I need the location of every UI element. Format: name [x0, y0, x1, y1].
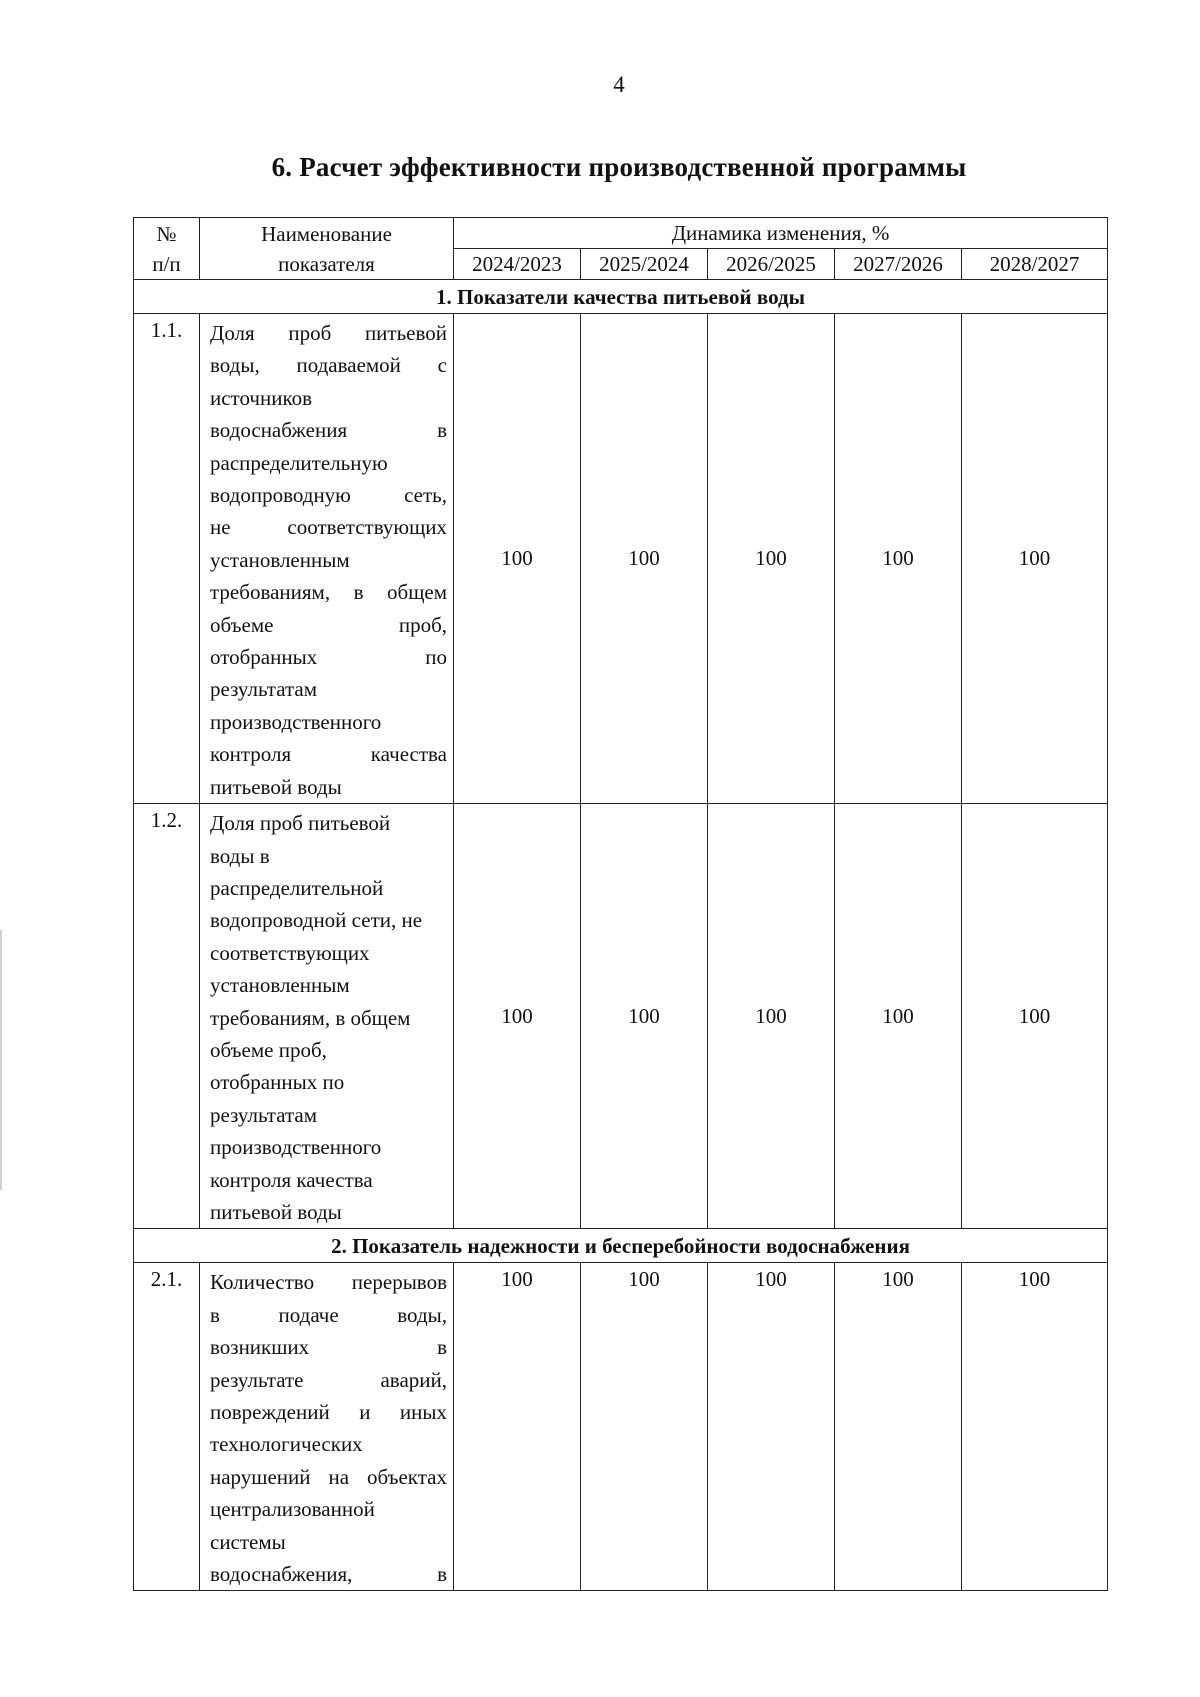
value-cell: 100 — [708, 804, 835, 1229]
name-line: контроля качества — [210, 1167, 373, 1192]
name-line: результатам — [210, 1102, 318, 1127]
table-header-row-1 — [134, 218, 1108, 249]
name-line: производственного — [210, 709, 382, 734]
name-line: отобранных по — [210, 1070, 345, 1095]
name-line: технологических — [210, 1432, 363, 1457]
header-num-line2: п/п — [152, 251, 181, 276]
name-line: водопроводную сеть, — [210, 483, 447, 508]
name-line: Количество перерывов — [210, 1270, 447, 1295]
table-row — [134, 1263, 1108, 1591]
indicator-name — [200, 314, 454, 804]
name-line: установленным — [210, 547, 350, 572]
page-title: 6. Расчет эффективности производственной программы — [271, 152, 967, 182]
name-line: питьевой воды — [210, 1199, 342, 1224]
value-cell: 100 — [708, 314, 835, 804]
name-line: распределительной — [210, 875, 384, 900]
value-cell: 100 — [454, 804, 581, 1229]
name-line: объеме проб, — [210, 612, 447, 637]
name-line: результатам — [210, 677, 318, 702]
header-period: 2028/2027 — [962, 249, 1108, 280]
value-cell: 100 — [581, 314, 708, 804]
header-period: 2027/2026 — [835, 249, 962, 280]
name-line: воды, подаваемой с — [210, 353, 447, 378]
value-cell: 100 — [581, 804, 708, 1229]
header-num — [134, 218, 200, 280]
indicator-name — [200, 804, 454, 1229]
name-line: требованиям, в общем — [210, 1005, 411, 1030]
row-number: 1.2. — [134, 804, 200, 1229]
page-number: 4 — [613, 72, 625, 97]
value-cell: 100 — [835, 804, 962, 1229]
value-cell: 100 — [454, 1263, 581, 1591]
name-line: системы — [210, 1529, 286, 1554]
header-name-line1: Наименование — [261, 221, 392, 246]
name-line: источников — [210, 385, 313, 410]
name-line: централизованной — [210, 1497, 375, 1522]
value-cell: 100 — [835, 1263, 962, 1591]
indicator-name — [200, 1263, 454, 1591]
name-line: Доля проб питьевой — [210, 811, 391, 836]
header-period: 2026/2025 — [708, 249, 835, 280]
name-line: объеме проб, — [210, 1037, 327, 1062]
name-line: водопроводной сети, не — [210, 908, 423, 933]
section-row-1 — [134, 280, 1108, 314]
header-num-line1: № — [156, 221, 177, 246]
header-name — [200, 218, 454, 280]
name-line: распределительную — [210, 450, 388, 475]
name-line: в подаче воды, — [210, 1302, 447, 1327]
name-line: воды в — [210, 843, 270, 868]
value-cell: 100 — [962, 314, 1108, 804]
name-line: не соответствующих — [210, 515, 447, 540]
header-name-line2: показателя — [278, 251, 375, 276]
value-cell: 100 — [581, 1263, 708, 1591]
name-line: требованиям, в общем — [210, 580, 447, 605]
header-period: 2024/2023 — [454, 249, 581, 280]
name-line: повреждений и иных — [210, 1400, 447, 1424]
row-number: 2.1. — [134, 1263, 200, 1591]
name-line: питьевой воды — [210, 774, 342, 799]
value-cell: 100 — [454, 314, 581, 804]
efficiency-table — [133, 217, 1107, 1591]
name-line: установленным — [210, 973, 350, 998]
name-line: водоснабжения, в — [210, 1562, 447, 1587]
table-row — [134, 314, 1108, 804]
name-line: водоснабжения в — [210, 418, 447, 443]
name-line: возникших в — [210, 1335, 447, 1360]
name-line: соответствующих — [210, 940, 370, 965]
section-row-2 — [134, 1229, 1108, 1263]
name-line: нарушений на объектах — [210, 1464, 447, 1489]
scan-edge-shadow — [0, 930, 2, 1190]
row-number: 1.1. — [134, 314, 200, 804]
value-cell: 100 — [708, 1263, 835, 1591]
name-line: производственного — [210, 1135, 382, 1160]
header-period: 2025/2024 — [581, 249, 708, 280]
section-heading-2: 2. Показатель надежности и бесперебойности водоснабжения — [134, 1229, 1108, 1263]
name-line: Доля проб питьевой — [210, 321, 447, 345]
value-cell: 100 — [835, 314, 962, 804]
name-line: контроля качества — [210, 742, 447, 767]
value-cell: 100 — [962, 1263, 1108, 1591]
header-dynamics: Динамика изменения, % — [454, 218, 1108, 249]
section-heading-1: 1. Показатели качества питьевой воды — [134, 280, 1108, 314]
name-line: отобранных по — [210, 645, 447, 670]
name-line: результате аварий, — [210, 1367, 447, 1392]
table-row — [134, 804, 1108, 1229]
value-cell: 100 — [962, 804, 1108, 1229]
